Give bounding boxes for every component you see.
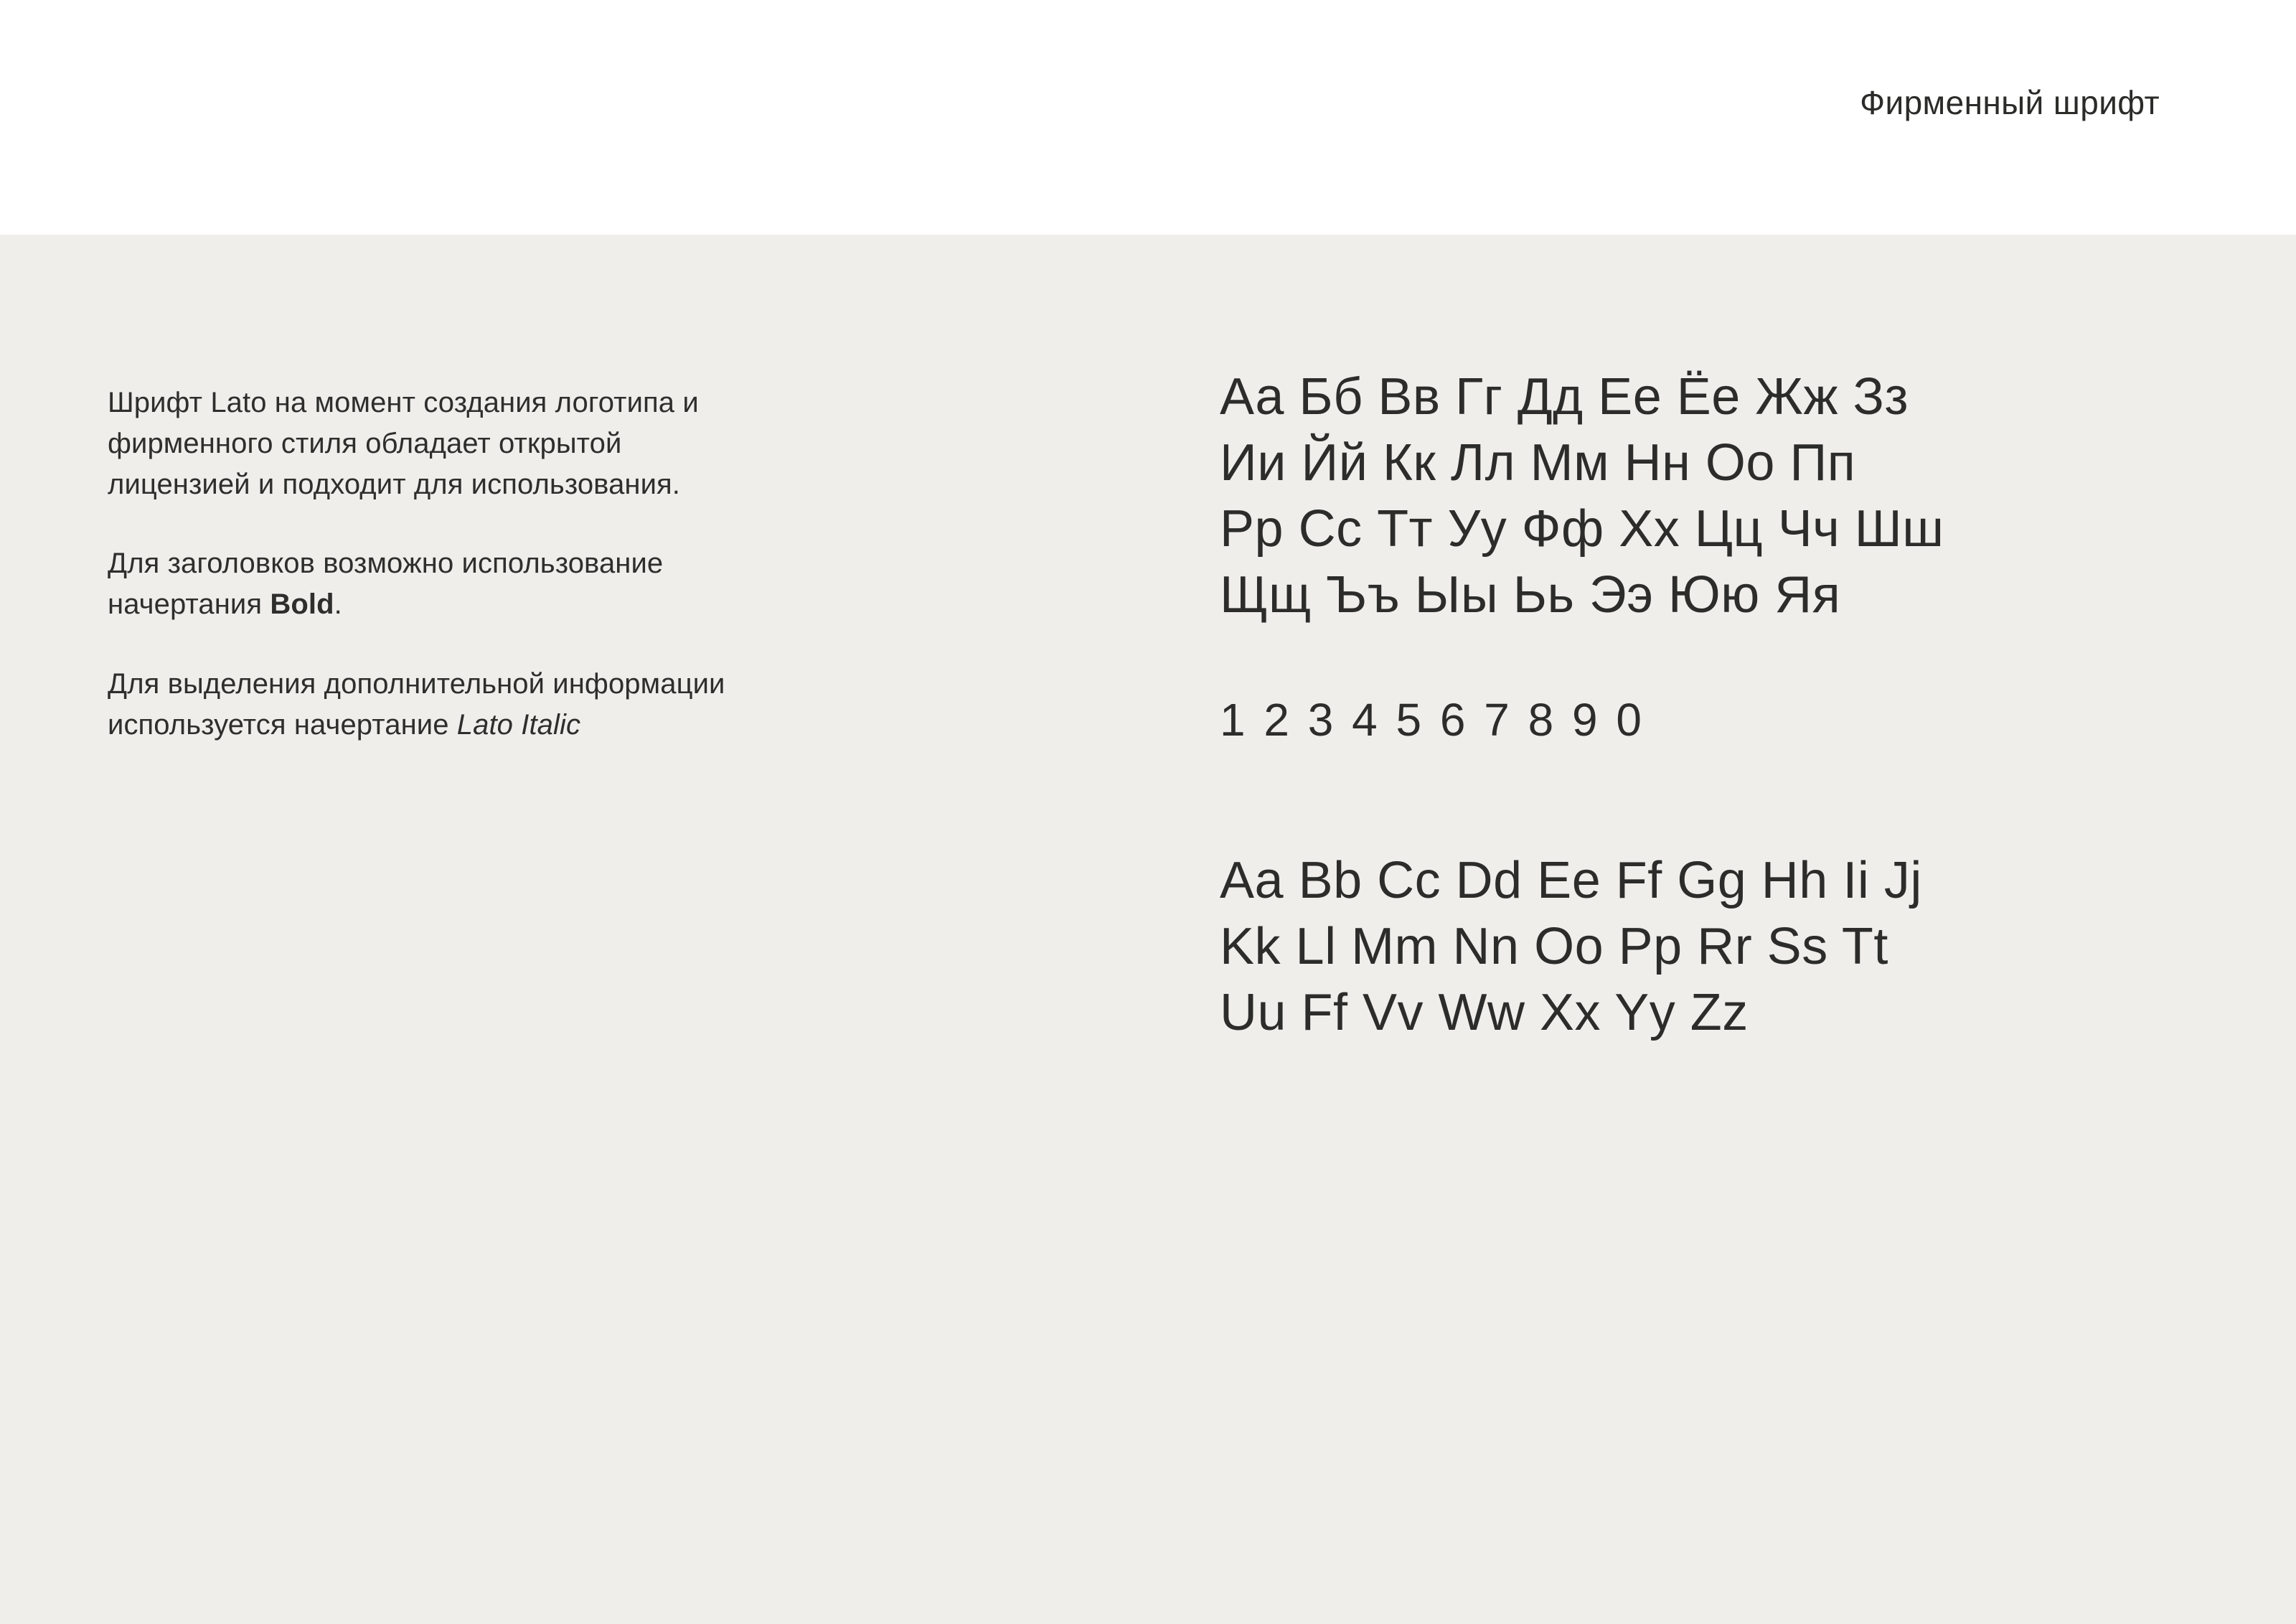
latin-line-3: Uu Ff Vv Ww Xx Yy Zz — [1220, 984, 1749, 1042]
digits-specimen — [1220, 690, 2210, 750]
cyrillic-line-2: Ии Йй Кк Лл Мм Нн Оо Пп — [1220, 434, 1856, 492]
description-paragraph-2-suffix: . — [334, 588, 342, 621]
description-paragraph-1: Шрифт Lato на момент создания логотипа и фирменного стиля обладает открытой лицензией и подходит для использования. — [108, 387, 699, 500]
latin-alphabet-specimen — [1220, 848, 2210, 1046]
description-column — [108, 382, 753, 746]
description-bold-sample: Bold — [270, 588, 334, 621]
page-title: Фирменный шрифт — [1860, 84, 2160, 121]
digits-line-1: 1 2 3 4 5 6 7 8 9 0 — [1220, 693, 1645, 746]
content-panel — [0, 235, 2296, 1624]
cyrillic-line-3: Рр Сс Тт Уу Фф Хх Цц Чч Шш — [1220, 500, 1944, 558]
cyrillic-line-4: Щщ Ъъ Ыы Ьь Ээ Юю Яя — [1220, 566, 1841, 624]
latin-line-1: Aa Bb Cc Dd Ee Ff Gg Hh Ii Jj — [1220, 851, 1922, 909]
description-paragraph-3 — [108, 664, 753, 746]
description-paragraph-2-prefix: Для заголовков возможно использование начертания — [108, 548, 664, 621]
description-paragraph-3-prefix: Для выделения дополнительной информации используется начертание — [108, 667, 725, 741]
cyrillic-alphabet-specimen — [1220, 364, 2210, 629]
description-paragraph-2 — [108, 543, 753, 625]
page-header — [0, 0, 2296, 235]
latin-line-2: Kk Ll Mm Nn Oo Pp Rr Ss Tt — [1220, 917, 1888, 975]
description-italic-sample: Lato Italic — [456, 708, 581, 741]
cyrillic-line-1: Аа Бб Вв Гг Дд Ее Ёе Жж Зз — [1220, 368, 1909, 426]
specimen-column — [1220, 364, 2210, 1046]
